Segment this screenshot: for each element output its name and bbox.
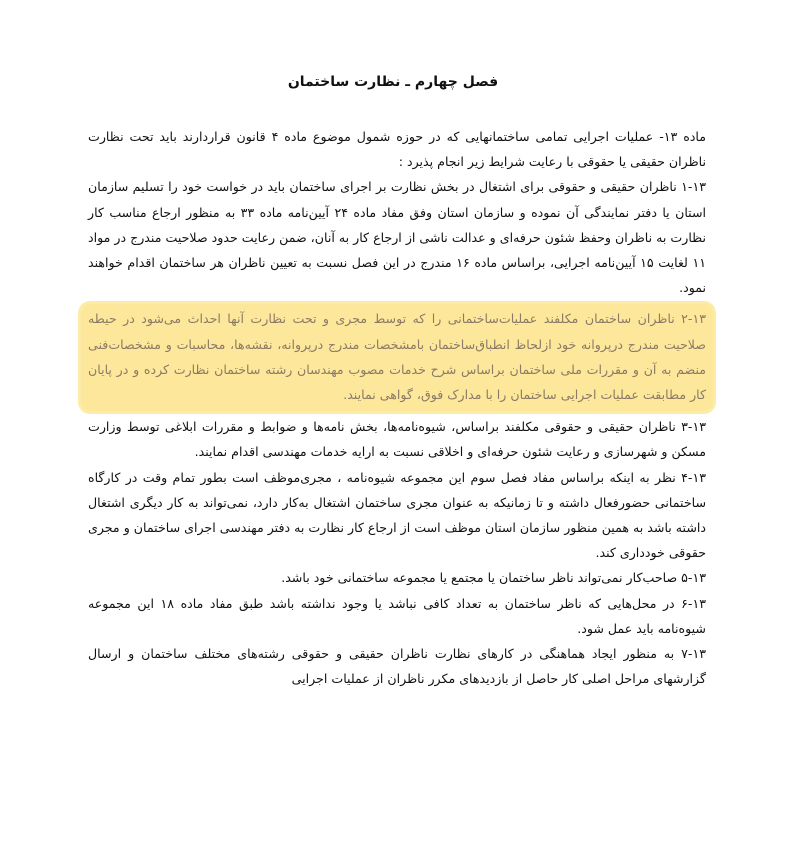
clause-13-6: ۶-۱۳ در محل‌هایی که ناظر ساختمان به تعداد کافی نباشد یا وجود نداشته باشد طبق مفاد ماده ۱۸ این مجموعه شیوه‌نامه باید عمل شود. — [88, 595, 706, 636]
clause-13-1: ۱-۱۳ ناظران حقیقی و حقوقی برای اشتغال در بخش نظارت بر اجرای ساختمان باید در خواست خود را تسلیم سازمان استان یا دفتر نمایندگی آن نموده و سازمان استان وفق مفاد ماده ۲۴ آیین‌نامه ماده ۳۳ به منظور ارجاع مناسب کار نظارت به ناظران وحفظ شئون حرفه‌ای و عدالت ناشی از ارجاع کار به آنان، ضمن رعایت حدود صلاحیت مندرج در مواد ۱۱ لغایت ۱۵ آیین‌نامه اجرایی، براساس ماده ۱۶ مندرج در این فصل نسبت به تعیین ناظران هر ساختمان اقدام خواهند نمود. — [88, 179, 707, 296]
article-13-intro: ماده ۱۳- عملیات اجرایی تمامی ساختمانهایی که در حوزه شمول موضوع ماده ۴ قانون قراردارند باید تحت نظارت ناظران حقیقی یا حقوقی با رعایت شرایط زیر انجام پذیرد : — [88, 129, 707, 170]
clause-13-4: ۴-۱۳ نظر به اینکه براساس مفاد فصل سوم این مجموعه شیوه‌نامه ، مجری‌موظف است بطور تمام وقت در کارگاه ساختمانی حضورفعال داشته و تا زمانیکه به عنوان مجری ساختمان اشتغال به‌کار دارد، نمی‌تواند به کار دیگری اشتغال داشته باشد به همین منظور سازمان استان موظف است از ارجاع کار نظارت به دفتر مهندسی اجرای ساختمان و مجری حقوقی خودداری کند. — [88, 469, 706, 561]
clause-13-5: ۵-۱۳ صاحب‌کار نمی‌تواند ناظر ساختمان یا مجتمع یا مجموعه ساختمانی خود باشد. — [281, 570, 706, 586]
clause-13-3: ۳-۱۳ ناظران حقیقی و حقوقی مکلفند براساس، شیوه‌نامه‌ها، بخش نامه‌ها و ضوابط و مقررات ابلاغی توسط وزارت مسکن و شهرسازی و رعایت شئون حرفه‌ای و اخلاقی نسبت به ارایه خدمات مهندسی اقدام نمایند. — [88, 419, 706, 460]
chapter-title: فصل چهارم ـ نظارت ساختمان — [287, 74, 499, 90]
clause-13-7: ۷-۱۳ به منظور ایجاد هماهنگی در کارهای نظارت ناظران حقیقی و حقوقی رشته‌های مختلف ساختمان و ارسال گزارشهای مراحل اصلی کار حاصل از بازدیدهای مکرر ناظران از عملیات اجرایی — [88, 646, 706, 687]
highlighted-passage — [81, 304, 713, 411]
document-body — [88, 124, 706, 691]
clause-13-2: ۲-۱۳ ناظران ساختمان مکلفند عملیات‌ساختمانی را که توسط مجری و تحت نظارت آنها احداث می‌شود در حیطه صلاحیت مندرج درپروانه خود ازلحاظ انطباق‌ساختمان بامشخصات مندرج درپروانه، نقشه‌ها، محاسبات و مشخصات‌فنی منضم به آن و مقررات ملی ساختمان براساس شرح خدمات مصوب مهندسان رشته ساختمان نظارت کرده و در پایان کار مطابقت عملیات اجرایی ساختمان را با مدارک فوق، گواهی نمایند. — [88, 311, 706, 403]
